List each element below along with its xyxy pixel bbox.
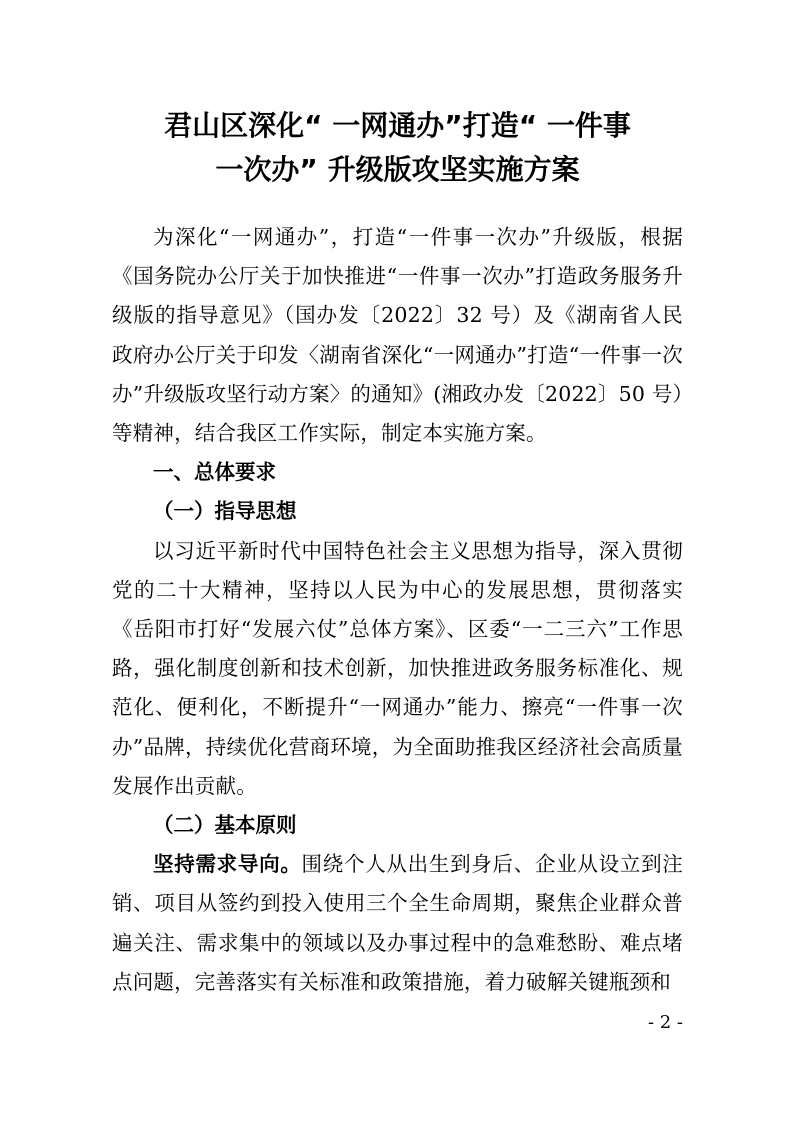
title-line-2: 一次办” 升级版攻坚实施方案: [215, 153, 580, 186]
document-title: [112, 104, 683, 192]
principle-text: 围绕个人从出生到身后、企业从设立到注销、项目从签约到投入使用三个全生命周期，聚焦企业群众普遍关注、需求集中的领域以及办事过程中的急难愁盼、难点堵点问题，完善落实有关标准和政策措施，着力破解关键瓶颈和: [112, 852, 683, 994]
section-1-heading: 一、总体要求: [153, 460, 276, 485]
title-line-1: 君山区深化“ 一网通办”打造“ 一件事: [164, 109, 631, 142]
guiding-ideology-paragraph: 以习近平新时代中国特色社会主义思想为指导，深入贯彻党的二十大精神，坚持以人民为中心的发展思想，贯彻落实《岳阳市打好“发展六仗”总体方案》、区委“一二三六”工作思路，强化制度创新和技术创新，加快推进政务服务标准化、规范化、便利化，不断提升“一网通办”能力、擦亮“一件事一次办”品牌，持续优化营商环境，为全面助推我区经济社会高质量发展作出贡献。: [112, 538, 683, 798]
principle-paragraph: [112, 845, 683, 1002]
intro-paragraph: 为深化“一网通办”，打造“一件事一次办”升级版，根据《国务院办公厅关于加快推进“一件事一次办”打造政务服务升级版的指导意见》（国办发〔2022〕32 号）及《湖南省人民政府办公厅关于印发〈湖南省深化“一网通办”打造“一件事一次办”升级版攻坚行动方案〉的通知》(湘政办发〔2022〕50 号）等精神，结合我区工作实际，制定本实施方案。: [112, 225, 683, 446]
page-number: - 2 -: [647, 1012, 683, 1033]
subsection-2-heading: （二）基本原则: [153, 813, 297, 838]
subsection-1-heading: （一）指导思想: [153, 499, 297, 524]
principle-lead: 坚持需求导向。: [153, 852, 302, 877]
